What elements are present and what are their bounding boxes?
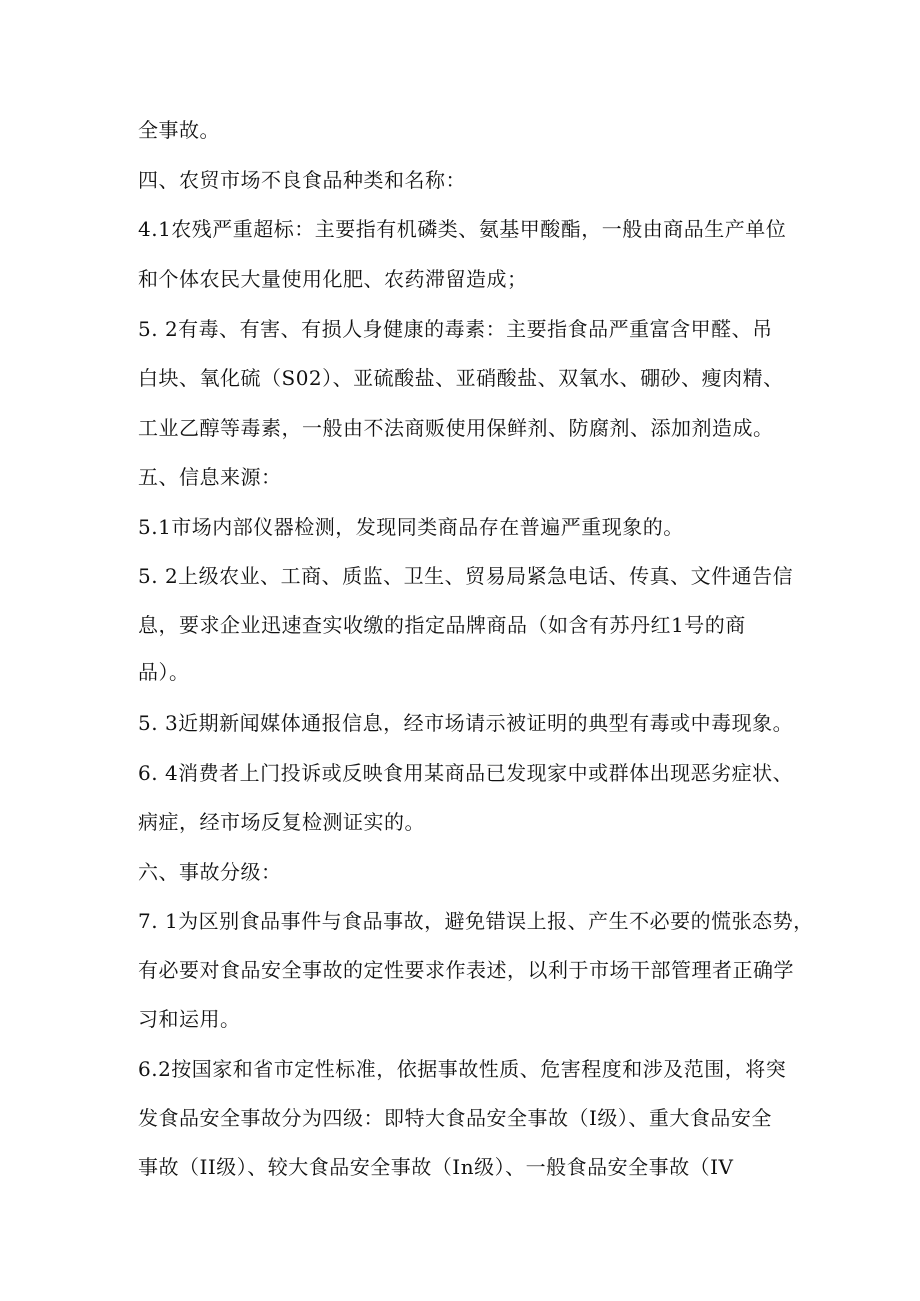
section-heading: 四、农贸市场不良食品种类和名称：	[138, 168, 466, 192]
text-line: 全事故。	[138, 118, 220, 142]
text-line: 5.1市场内部仪器检测，发现同类商品存在普遍严重现象的。	[138, 515, 684, 539]
text-line: 6. 4消费者上门投诉或反映食用某商品已发现家中或群体出现恶劣症状、	[138, 761, 794, 785]
section-heading: 六、事故分级：	[138, 860, 282, 884]
text-line: 4.1农残严重超标：主要指有机磷类、氨基甲酸酯，一般由商品生产单位	[138, 217, 787, 241]
text-line: 5. 2上级农业、工商、质监、卫生、贸易局紧急电话、传真、文件通告信	[138, 564, 794, 588]
text-line: 6.2按国家和省市定性标准，依据事故性质、危害程度和涉及范围，将突	[138, 1057, 787, 1081]
text-line: 发食品安全事故分为四级：即特大食品安全事故（I级）、重大食品安全	[138, 1106, 772, 1130]
text-line: 工业乙醇等毒素，一般由不法商贩使用保鲜剂、防腐剂、添加剂造成。	[138, 416, 774, 440]
text-line: 品）。	[138, 660, 190, 684]
section-heading: 五、信息来源：	[138, 465, 282, 489]
text-line: 病症，经市场反复检测证实的。	[138, 810, 425, 834]
text-line: 7. 1为区别食品事件与食品事故，避免错误上报、产生不必要的慌张态势，	[138, 909, 814, 933]
text-line: 事故（II级）、较大食品安全事故（In级）、一般食品安全事故（IV	[138, 1155, 734, 1179]
text-line: 有必要对食品安全事故的定性要求作表述，以利于市场干部管理者正确学	[138, 958, 794, 982]
text-line: 5. 3近期新闻媒体通报信息，经市场请示被证明的典型有毒或中毒现象。	[138, 711, 794, 735]
text-line: 息，要求企业迅速查实收缴的指定品牌商品（如含有苏丹红1号的商	[138, 613, 746, 637]
text-line: 白块、氧化硫（S02）、亚硫酸盐、亚硝酸盐、双氧水、硼砂、瘦肉精、	[138, 366, 784, 390]
text-line: 习和运用。	[138, 1007, 241, 1031]
text-line: 5. 2有毒、有害、有损人身健康的毒素：主要指食品严重富含甲醛、吊	[138, 317, 773, 341]
text-line: 和个体农民大量使用化肥、农药滞留造成；	[138, 267, 528, 291]
